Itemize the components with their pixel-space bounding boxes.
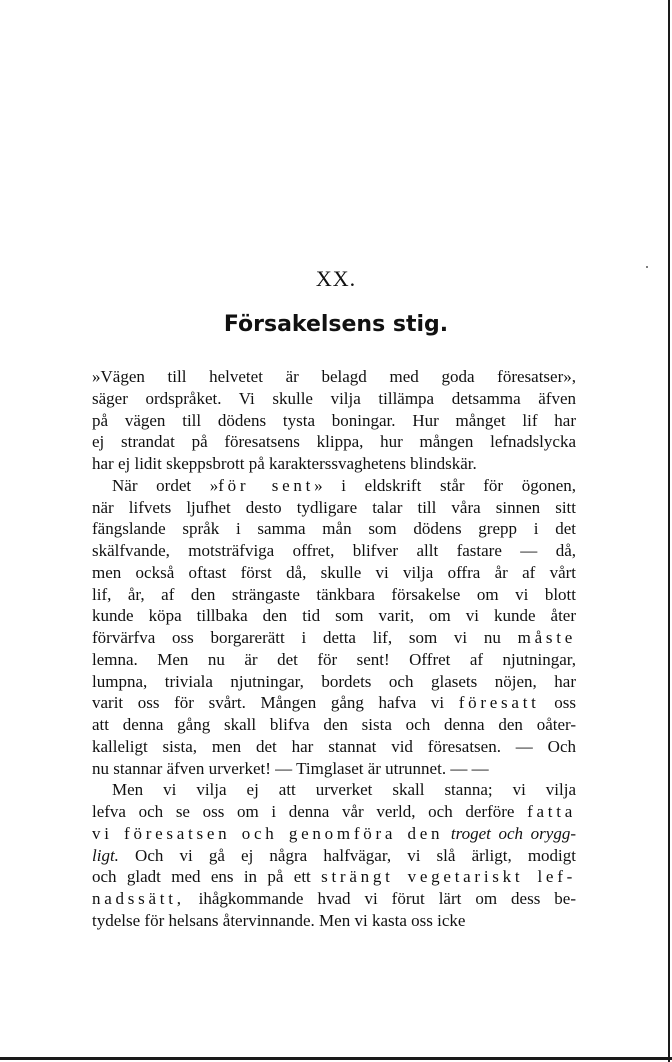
text-line bbox=[92, 431, 576, 453]
text-segment: oss bbox=[539, 693, 576, 713]
spaced-emphasis-text: fatta bbox=[527, 802, 576, 821]
text-line bbox=[92, 779, 576, 801]
text-line bbox=[92, 671, 576, 693]
spaced-emphasis-text: vi föresatsen och genomföra den bbox=[92, 823, 444, 843]
text-line bbox=[92, 801, 576, 823]
spaced-emphasis-text: måste bbox=[517, 628, 576, 647]
text-line bbox=[92, 584, 576, 606]
text-line bbox=[92, 823, 576, 845]
text-segment: och gladt med ens in på ett bbox=[92, 867, 322, 887]
italic-text: troget och orygg- bbox=[450, 823, 576, 843]
text-line bbox=[92, 497, 576, 519]
text-line bbox=[92, 627, 576, 649]
text-segment bbox=[443, 824, 451, 843]
text-segment: ihågkommande hvad vi förut lärt om dess be- bbox=[184, 889, 576, 908]
chapter-title: Försakelsens stig. bbox=[223, 312, 449, 337]
text-segment: kunde köpa tillbaka den tid som varit, om vi kunde åter bbox=[92, 606, 576, 626]
text-line bbox=[92, 910, 576, 932]
text-segment: kalleligt sista, men det har stannat vid föresatsen. — Och bbox=[92, 736, 576, 756]
page-edge-right bbox=[668, 0, 670, 1062]
text-segment: när lifvets ljufhet desto tydligare talar till våra sinnen sitt bbox=[92, 497, 576, 517]
text-line bbox=[92, 540, 576, 562]
text-line bbox=[92, 410, 576, 432]
page-edge-bottom bbox=[0, 1057, 672, 1060]
text-segment: skälfvande, motsträfviga offret, blifver allt fastare — då, bbox=[92, 541, 576, 560]
italic-text: ligt. bbox=[92, 845, 119, 865]
text-segment: på vägen till dödens tysta boningar. Hur månget lif har bbox=[92, 410, 576, 430]
text-line bbox=[92, 845, 576, 867]
text-segment: fängslande språk i samma mån som dödens grepp i det bbox=[92, 519, 576, 539]
chapter-number: XX. bbox=[315, 266, 357, 291]
text-line bbox=[92, 388, 576, 410]
text-line bbox=[92, 562, 576, 584]
spaced-emphasis-text: för sent bbox=[218, 475, 315, 495]
text-segment: men också oftast först då, skulle vi vilja offra år af vårt bbox=[92, 562, 576, 582]
spaced-emphasis-text: nadssätt, bbox=[92, 889, 185, 908]
text-segment: varit oss för svårt. Mången gång hafva vi bbox=[92, 693, 459, 713]
text-line bbox=[92, 714, 576, 736]
text-segment: förvärfva oss borgarerätt i detta lif, som vi nu bbox=[92, 628, 518, 647]
text-line bbox=[92, 475, 576, 497]
text-line bbox=[92, 692, 576, 714]
text-segment: lif, år, af den strängaste tänkbara försakelse om vi blott bbox=[92, 584, 576, 604]
text-segment: Men vi vilja ej att urverket skall stanna; vi vilja bbox=[112, 780, 576, 800]
text-segment: Och vi gå ej några halfvägar, vi slå ärligt, modigt bbox=[118, 845, 576, 865]
text-segment: När ordet » bbox=[112, 475, 219, 495]
text-segment: lumpna, triviala njutningar, bordets och glasets nöjen, har bbox=[92, 671, 576, 691]
text-segment: nu stannar äfven urverket! — Timglaset är utrunnet. — — bbox=[92, 758, 489, 778]
text-segment: » i eldskrift står för ögonen, bbox=[314, 475, 576, 495]
text-segment: säger ordspråket. Vi skulle vilja tillämpa detsamma äfven bbox=[92, 388, 576, 408]
spaced-emphasis-text: föresatt bbox=[458, 693, 540, 713]
spaced-emphasis-text: strängt vegetariskt lef- bbox=[321, 867, 576, 887]
text-line bbox=[92, 453, 576, 475]
text-line bbox=[92, 366, 576, 388]
text-line bbox=[92, 736, 576, 758]
text-line bbox=[92, 649, 576, 671]
text-line bbox=[92, 518, 576, 540]
text-segment: lefva och se oss om i denna vår verld, och derföre bbox=[92, 802, 528, 821]
text-segment: ej strandat på föresatsens klippa, hur mången lefnadslycka bbox=[92, 432, 576, 452]
text-line bbox=[92, 888, 576, 910]
text-segment: tydelse för helsans återvinnande. Men vi kasta oss icke bbox=[92, 910, 466, 930]
body-text bbox=[92, 366, 576, 932]
text-segment: har ej lidit skeppsbrott på karakterssvaghetens blindskär. bbox=[92, 454, 477, 473]
text-line bbox=[92, 758, 576, 780]
text-line bbox=[92, 866, 576, 888]
text-segment: »Vägen till helvetet är belagd med goda föresatser», bbox=[92, 367, 576, 386]
text-segment: att denna gång skall blifva den sista och denna den oåter- bbox=[92, 715, 576, 734]
text-line bbox=[92, 605, 576, 627]
text-segment: lemna. Men nu är det för sent! Offret af njutningar, bbox=[92, 649, 576, 669]
